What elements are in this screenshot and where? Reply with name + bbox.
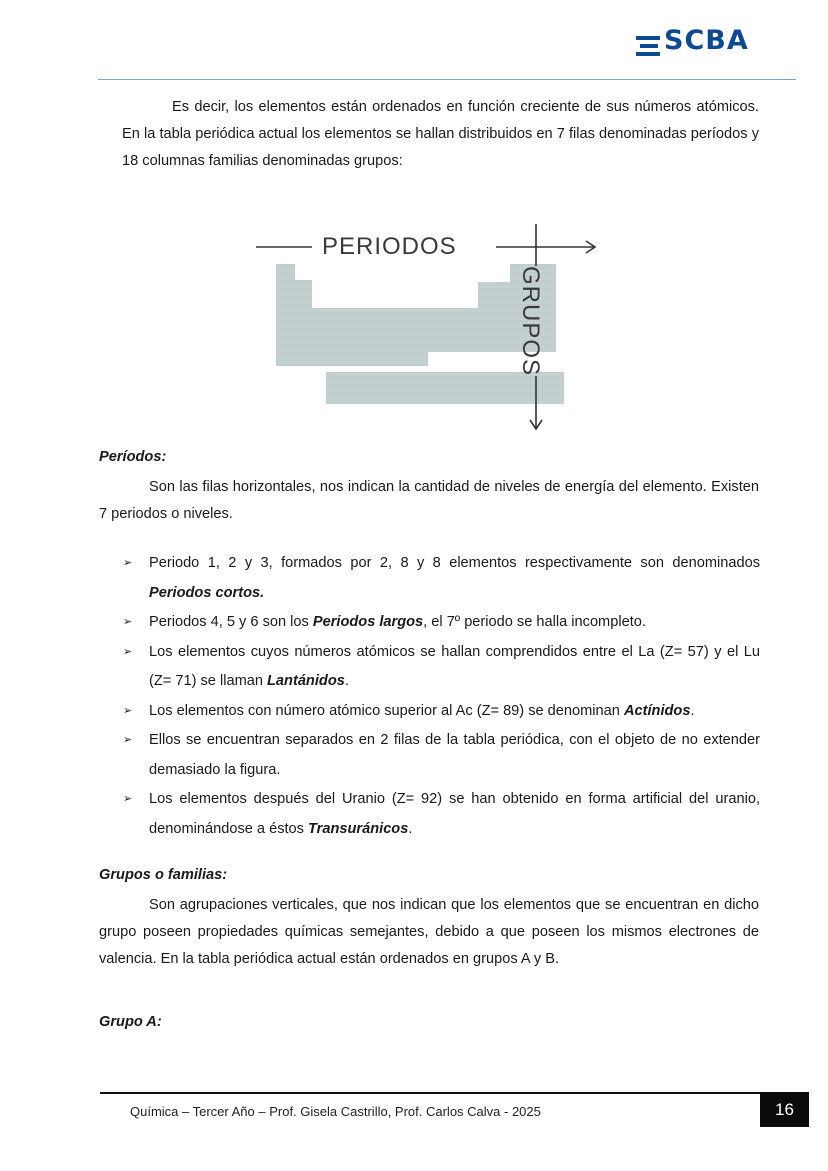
list-item: ➢ Los elementos con número atómico superior al Ac (Z= 89) se denominan Actínidos. <box>120 697 760 727</box>
periodos-paragraph: Son las filas horizontales, nos indican la cantidad de niveles de energía del elemento. Existen 7 periodos o niveles. <box>99 479 759 522</box>
grupos-paragraph: Son agrupaciones verticales, que nos indican que los elementos que se encuentran en dicho grupo poseen propiedades químicas semejantes, debido a que poseen los mismos electrones de valencia. En la tabla periódica actual están ordenados en grupos A y B. <box>99 897 759 967</box>
list-item: ➢ Periodos 4, 5 y 6 son los Periodos largos, el 7º periodo se halla incompleto. <box>120 608 760 638</box>
list-item: ➢ Ellos se encuentran separados en 2 filas de la tabla periódica, con el objeto de no extender demasiado la figura. <box>120 726 760 785</box>
intro-paragraph: Es decir, los elementos están ordenados en función creciente de sus números atómicos. En la tabla periódica actual los elementos se hallan distribuidos en 7 filas denominadas períodos y 18 columnas familias denominadas grupos: <box>122 99 759 169</box>
arrow-bullet-icon: ➢ <box>123 616 133 628</box>
periodos-bullet-list <box>120 549 760 844</box>
grupo-a-heading: Grupo A: <box>99 1014 162 1030</box>
arrow-bullet-icon: ➢ <box>123 793 133 805</box>
grupos-label: GRUPOS <box>517 265 545 377</box>
logo-bars-icon <box>636 36 660 60</box>
f-block-rows <box>326 372 564 404</box>
page-number: 16 <box>760 1092 809 1127</box>
periodic-table-figure <box>250 220 610 435</box>
periodos-label: PERIODOS <box>322 233 457 260</box>
logo-text: SCBA <box>664 25 749 56</box>
arrow-bullet-icon: ➢ <box>123 557 133 569</box>
escba-logo <box>636 25 790 60</box>
grupos-heading: Grupos o familias: <box>99 867 228 883</box>
arrow-bullet-icon: ➢ <box>123 704 133 717</box>
footer-credits: Química – Tercer Año – Prof. Gisela Castrillo, Prof. Carlos Calva - 2025 <box>130 1104 541 1119</box>
footer-divider <box>100 1092 760 1094</box>
arrow-bullet-icon: ➢ <box>123 734 133 746</box>
arrow-bullet-icon: ➢ <box>123 645 133 658</box>
header-divider <box>98 79 796 80</box>
list-item: ➢ Los elementos cuyos números atómicos se hallan comprendidos entre el La (Z= 57) y el Lu (Z= 71) se llaman Lantánidos. <box>120 638 760 697</box>
list-item: ➢ Los elementos después del Uranio (Z= 92) se han obtenido en forma artificial del uranio, denominándose a éstos Transuránicos. <box>120 785 760 844</box>
periodos-heading: Períodos: <box>99 449 167 465</box>
list-item: ➢ Periodo 1, 2 y 3, formados por 2, 8 y 8 elementos respectivamente son denominados Periodos cortos. <box>120 549 760 608</box>
main-table-block <box>276 264 556 366</box>
